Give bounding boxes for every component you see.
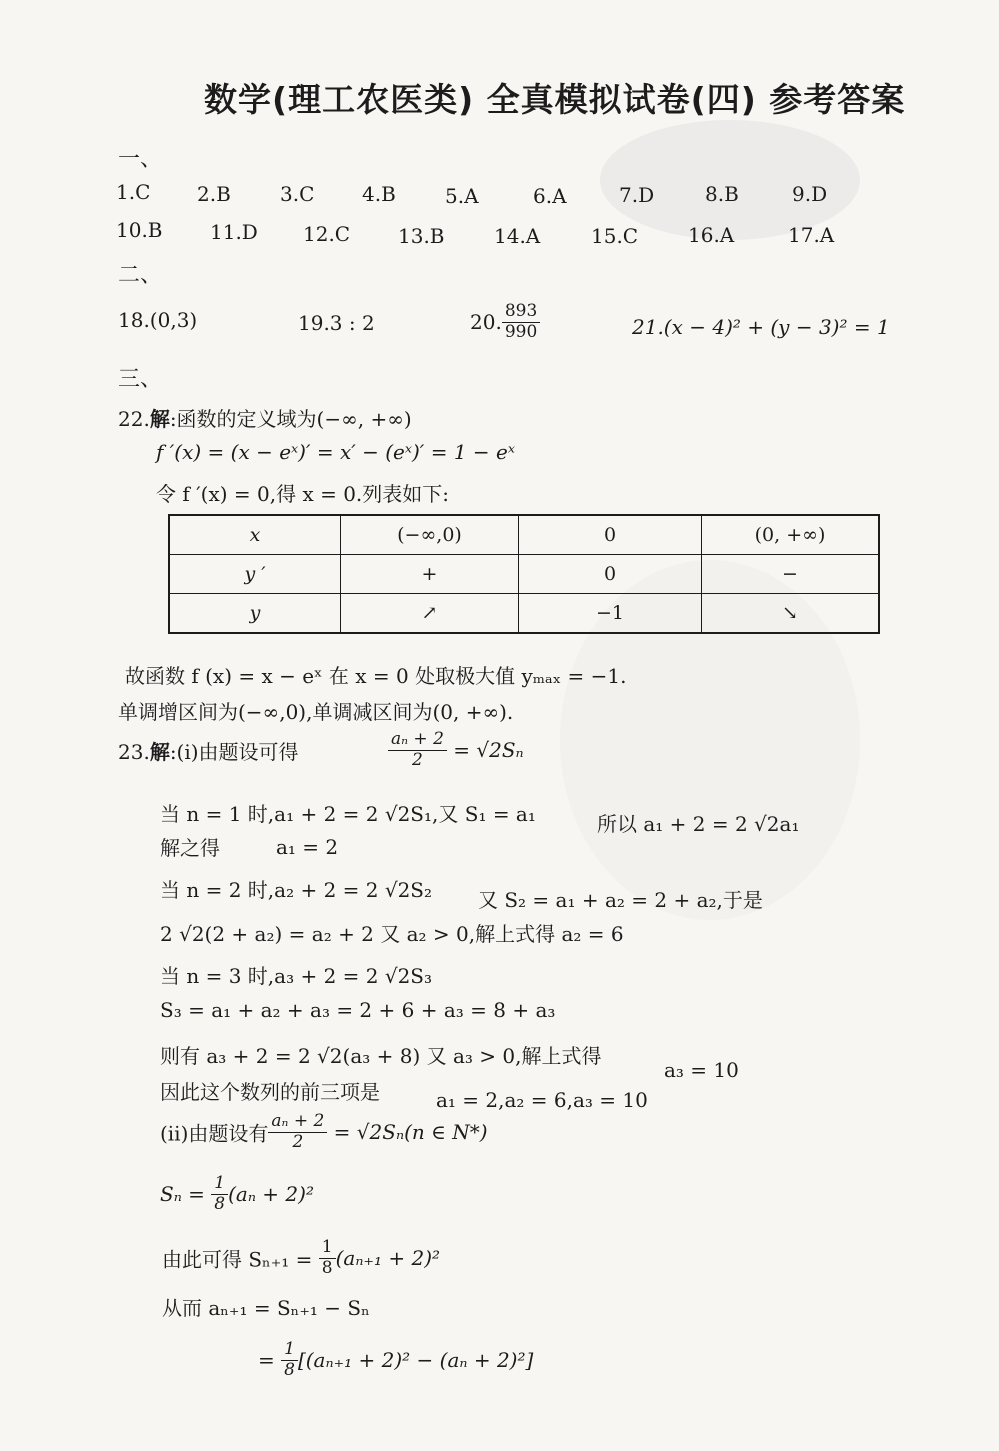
fraction-numerator: aₙ + 2 bbox=[388, 730, 447, 751]
q23-part1-prefix: :(ⅰ)由题设可得 bbox=[169, 740, 299, 764]
table-cell: ↘ bbox=[702, 594, 880, 634]
fill-answer-20-prefix: 20. bbox=[470, 310, 502, 335]
fraction bbox=[502, 302, 540, 342]
question-number: 22. bbox=[118, 407, 150, 431]
solution-label: 解 bbox=[149, 407, 170, 431]
mc-answer: 13.B bbox=[398, 224, 445, 248]
q23-n1-line: 当 n = 1 时,a₁ + 2 = 2 √2S₁,又 S₁ = a₁ bbox=[160, 802, 536, 826]
section-one-heading: 一、 bbox=[118, 147, 163, 172]
mc-answer: 15.C bbox=[591, 224, 639, 248]
table-cell: y ′ bbox=[169, 555, 341, 594]
fraction-numerator: aₙ + 2 bbox=[268, 1112, 327, 1133]
q23-s3-line: S₃ = a₁ + a₂ + a₃ = 2 + 6 + a₃ = 8 + a₃ bbox=[160, 998, 556, 1022]
mc-answer: 8.B bbox=[705, 182, 739, 206]
page-title: 数学(理工农医类) 全真模拟试卷(四) 参考答案 bbox=[204, 80, 906, 119]
mc-answer: 16.A bbox=[688, 223, 735, 247]
formula-rhs: (aₙ₊₁ + 2)² bbox=[335, 1246, 441, 1271]
mc-answer: 11.D bbox=[210, 220, 258, 244]
table-cell: 0 bbox=[519, 555, 702, 594]
bleed-through-mark bbox=[600, 120, 860, 240]
table-row bbox=[169, 555, 879, 594]
q23-final-formula bbox=[258, 1340, 533, 1380]
fill-answer-18: 18.(0,3) bbox=[118, 308, 198, 332]
q23-a2-value: 2 √2(2 + a₂) = a₂ + 2 又 a₂ > 0,解上式得 a₂ = 6 bbox=[160, 922, 624, 946]
mc-answer: 17.A bbox=[788, 223, 835, 247]
table-row bbox=[169, 515, 879, 555]
q22-intro bbox=[118, 403, 412, 432]
formula-rhs: [(aₙ₊₁ + 2)² − (aₙ + 2)²] bbox=[297, 1348, 534, 1373]
table-cell: x bbox=[169, 515, 341, 555]
mc-answer: 14.A bbox=[494, 224, 541, 248]
table-cell: + bbox=[341, 555, 519, 594]
table-cell: (0, +∞) bbox=[702, 515, 880, 555]
mc-answer: 3.C bbox=[280, 182, 315, 206]
q22-critical-point: 令 f ′(x) = 0,得 x = 0.列表如下: bbox=[156, 482, 450, 506]
fraction bbox=[281, 1340, 298, 1380]
q22-domain: :函数的定义域为(−∞, +∞) bbox=[169, 407, 412, 431]
q23-n1-result: 所以 a₁ + 2 = 2 √2a₁ bbox=[597, 812, 800, 836]
fraction-numerator: 893 bbox=[502, 302, 540, 323]
q23-part2-prefix: (ⅱ)由题设有 bbox=[160, 1121, 269, 1146]
q23-n2-sum: 又 S₂ = a₁ + a₂ = 2 + a₂,于是 bbox=[478, 888, 763, 912]
fraction-denominator: 8 bbox=[214, 1193, 226, 1214]
mc-answer: 1.C bbox=[116, 180, 151, 204]
table-cell: − bbox=[702, 555, 880, 594]
table-cell: ↗ bbox=[341, 594, 519, 634]
table-cell: 0 bbox=[519, 515, 702, 555]
mc-answer: 2.B bbox=[197, 182, 231, 206]
table-cell: −1 bbox=[519, 594, 702, 634]
q23-sn1-formula bbox=[162, 1238, 440, 1278]
q23-n2-line: 当 n = 2 时,a₂ + 2 = 2 √2S₂ bbox=[160, 878, 433, 902]
q23-n3-line: 当 n = 3 时,a₃ + 2 = 2 √2S₃ bbox=[160, 964, 433, 988]
section-two-heading: 二、 bbox=[118, 263, 163, 288]
q23-solve-label: 解之得 bbox=[160, 836, 220, 860]
q23-an1-line: 从而 aₙ₊₁ = Sₙ₊₁ − Sₙ bbox=[162, 1296, 370, 1320]
q23-sn-formula bbox=[160, 1174, 314, 1214]
formula-rhs: (aₙ + 2)² bbox=[228, 1182, 314, 1207]
q23-formula bbox=[388, 730, 524, 770]
fill-answer-20 bbox=[470, 302, 540, 342]
formula-lhs: = bbox=[258, 1348, 275, 1373]
fraction bbox=[268, 1112, 327, 1152]
formula-lhs: 由此可得 Sₙ₊₁ = bbox=[162, 1247, 313, 1272]
q23-a1-value: a₁ = 2 bbox=[276, 835, 339, 859]
fraction-numerator: 1 bbox=[319, 1238, 336, 1259]
mc-answer: 7.D bbox=[619, 183, 655, 207]
fraction-numerator: 1 bbox=[211, 1174, 228, 1195]
q23-part2 bbox=[160, 1112, 488, 1152]
formula-rhs: = √2Sₙ bbox=[453, 738, 524, 763]
q23-a3-value: a₃ = 10 bbox=[664, 1058, 739, 1082]
fill-answer-21: 21.(x − 4)² + (y − 3)² = 1 bbox=[632, 315, 890, 339]
table-cell: (−∞,0) bbox=[341, 515, 519, 555]
q22-derivative: f ′(x) = (x − eˣ)′ = x′ − (eˣ)′ = 1 − eˣ bbox=[156, 440, 515, 464]
q22-conclusion-intervals: 单调增区间为(−∞,0),单调减区间为(0, +∞). bbox=[118, 700, 514, 724]
q23-first-three-label: 因此这个数列的前三项是 bbox=[160, 1080, 380, 1104]
mc-answer: 6.A bbox=[533, 184, 567, 208]
q23-intro bbox=[118, 736, 299, 765]
q22-conclusion-max: 故函数 f (x) = x − eˣ 在 x = 0 处取极大值 yₘₐₓ = −1. bbox=[125, 664, 627, 688]
fraction bbox=[211, 1174, 228, 1214]
fill-answer-19: 19.3 : 2 bbox=[298, 311, 375, 335]
mc-answer: 10.B bbox=[116, 218, 163, 242]
section-three-heading: 三、 bbox=[118, 367, 163, 392]
fraction-numerator: 1 bbox=[281, 1340, 298, 1361]
mc-answer: 4.B bbox=[362, 182, 396, 206]
fraction bbox=[388, 730, 447, 770]
question-number: 23. bbox=[118, 740, 150, 764]
fraction-denominator: 8 bbox=[284, 1359, 295, 1380]
solution-label: 解 bbox=[149, 740, 170, 764]
fraction-denominator: 990 bbox=[504, 321, 538, 342]
mc-answer: 12.C bbox=[303, 222, 351, 246]
formula-lhs: Sₙ = bbox=[160, 1182, 205, 1207]
q23-a3-line: 则有 a₃ + 2 = 2 √2(a₃ + 8) 又 a₃ > 0,解上式得 bbox=[160, 1044, 602, 1068]
formula-rhs: = √2Sₙ(n ∈ N*) bbox=[333, 1120, 488, 1145]
fraction-denominator: 2 bbox=[292, 1131, 304, 1152]
mc-answer: 5.A bbox=[445, 184, 479, 208]
fraction-denominator: 8 bbox=[321, 1257, 333, 1278]
mc-answer: 9.D bbox=[792, 182, 828, 206]
q23-first-three-values: a₁ = 2,a₂ = 6,a₃ = 10 bbox=[436, 1088, 648, 1112]
table-cell: y bbox=[169, 594, 341, 634]
fraction-denominator: 2 bbox=[412, 749, 423, 770]
table-row bbox=[169, 594, 879, 634]
variation-table bbox=[168, 514, 880, 634]
fraction bbox=[319, 1238, 336, 1278]
